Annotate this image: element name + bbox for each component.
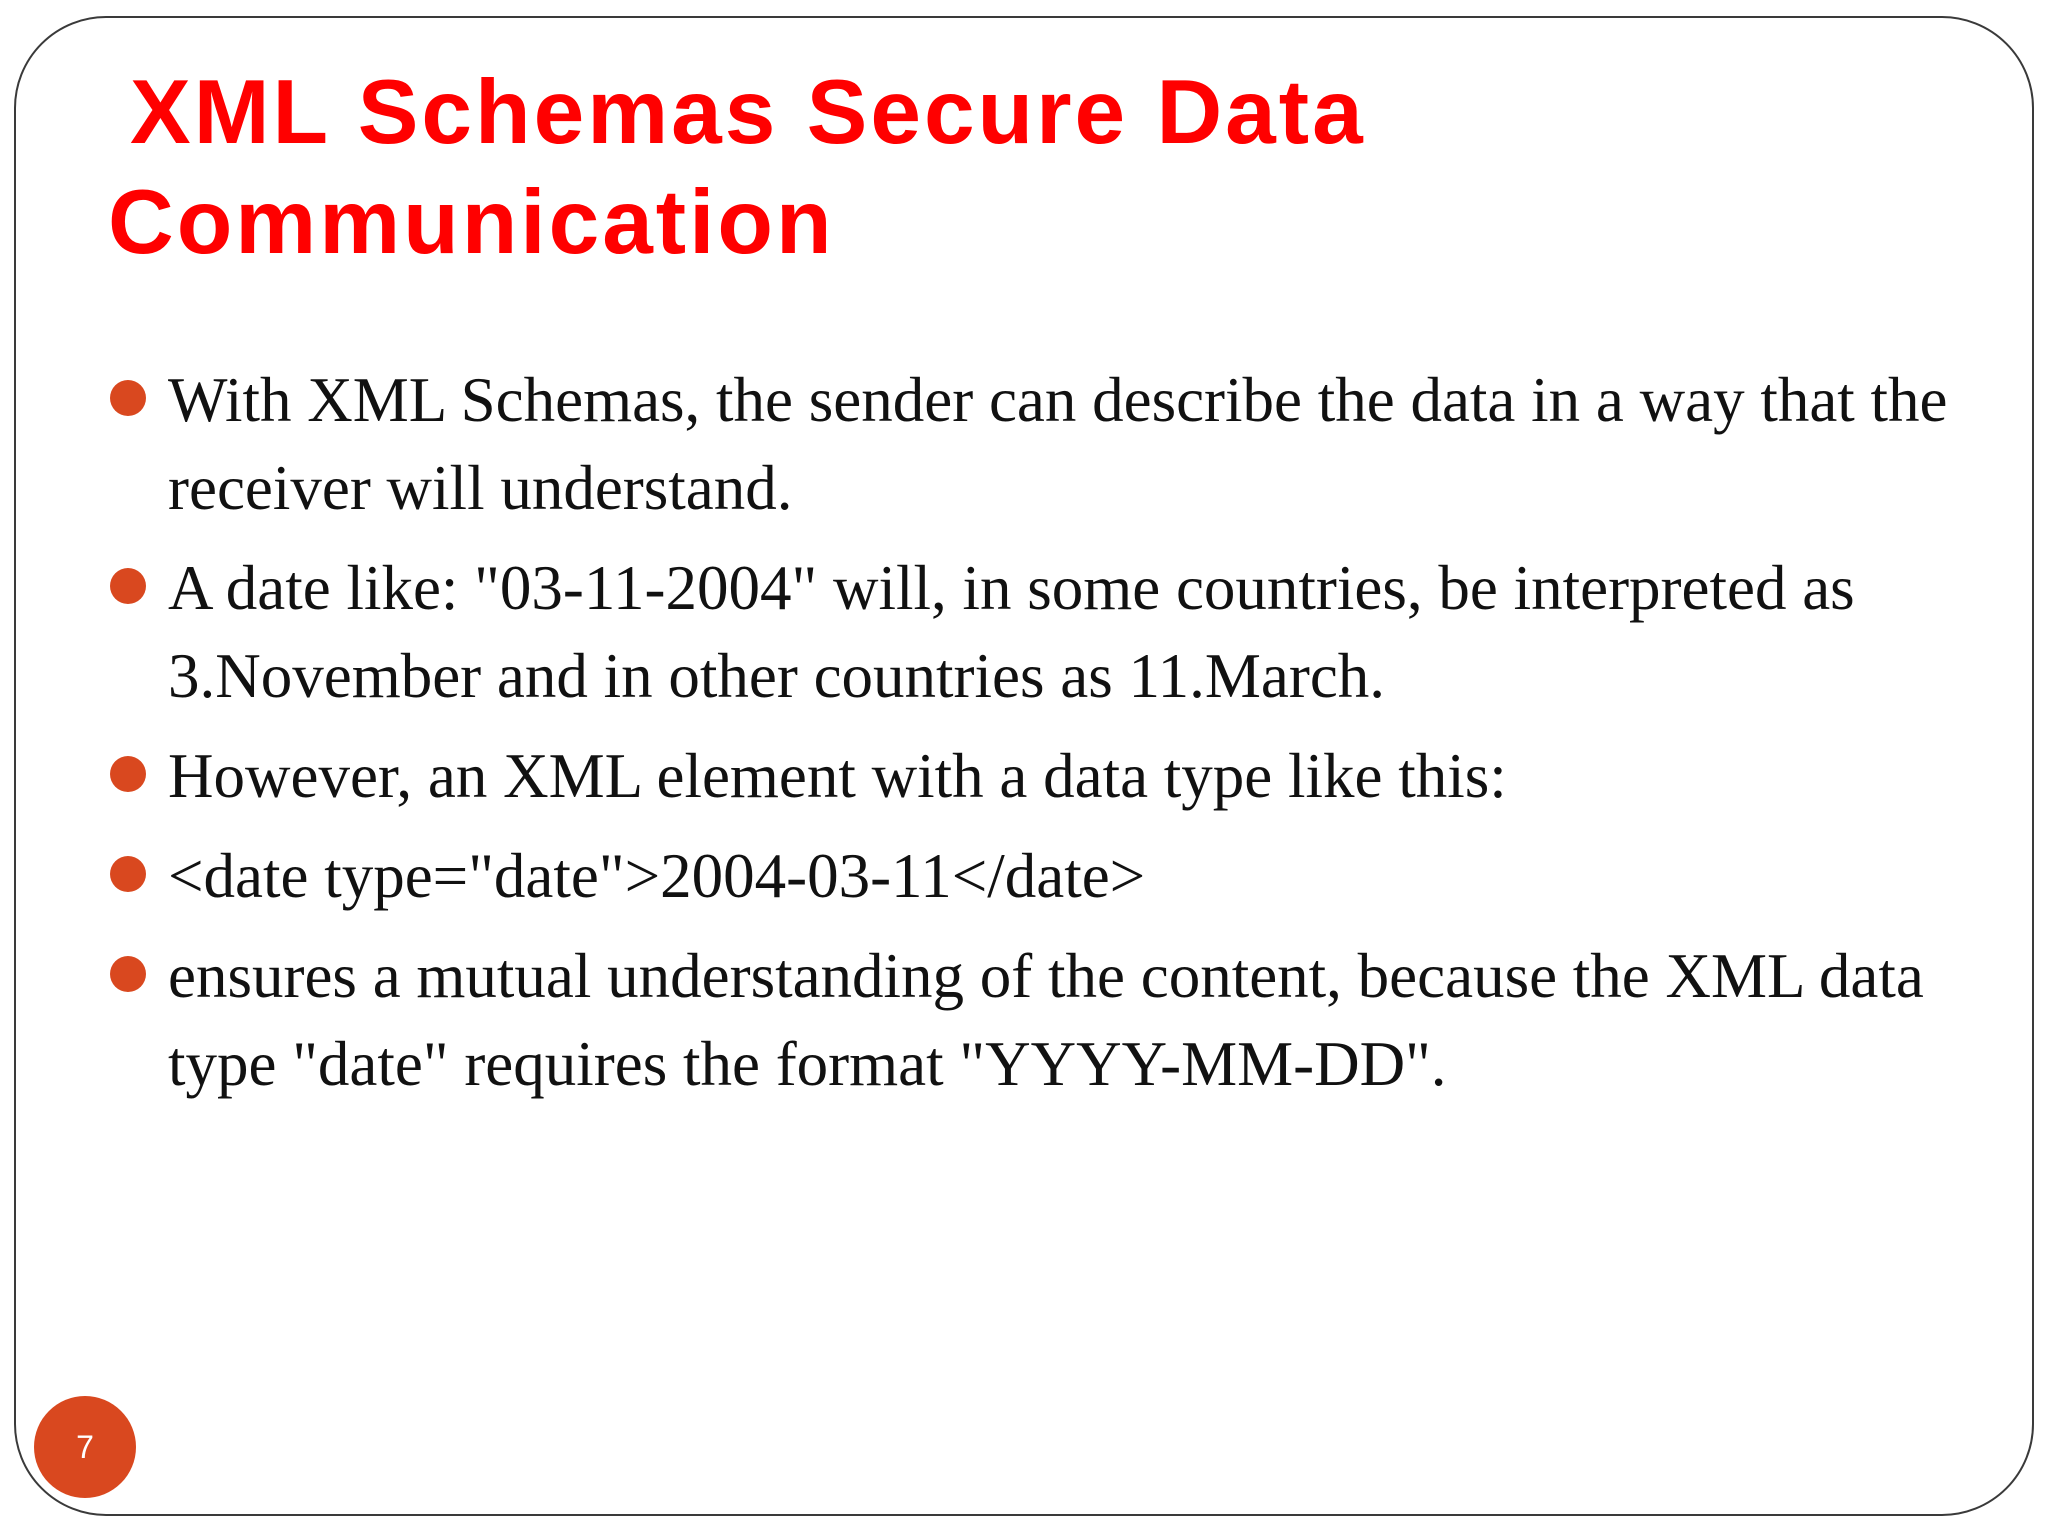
bullet-dot-icon: [110, 956, 146, 992]
bullet-dot-icon: [110, 856, 146, 892]
bullet-text: However, an XML element with a data type like this:: [168, 741, 1507, 811]
slide-title: [108, 58, 1908, 278]
bullet-item: [96, 832, 1976, 920]
slide: [14, 16, 2034, 1516]
bullet-item: [96, 356, 1976, 532]
bullet-text: ensures a mutual understanding of the content, because the XML data type "date" requires the format "YYYY-MM-DD".: [168, 941, 1924, 1099]
bullet-list: [96, 356, 1976, 1120]
bullet-dot-icon: [110, 756, 146, 792]
bullet-dot-icon: [110, 380, 146, 416]
bullet-dot-icon: [110, 568, 146, 604]
bullet-text: With XML Schemas, the sender can describe the data in a way that the receiver will understand.: [168, 365, 1948, 523]
page-number-badge: 7: [34, 1396, 136, 1498]
slide-title-line-1: XML Schemas Secure Data: [130, 62, 1366, 163]
bullet-text: <date type="date">2004-03-11</date>: [168, 841, 1146, 911]
bullet-item: [96, 932, 1976, 1108]
bullet-text: A date like: "03-11-2004" will, in some countries, be interpreted as 3.November and in other countries as 11.March.: [168, 553, 1855, 711]
slide-title-line-2: Communication: [108, 172, 835, 273]
bullet-item: [96, 544, 1976, 720]
bullet-item: [96, 732, 1976, 820]
